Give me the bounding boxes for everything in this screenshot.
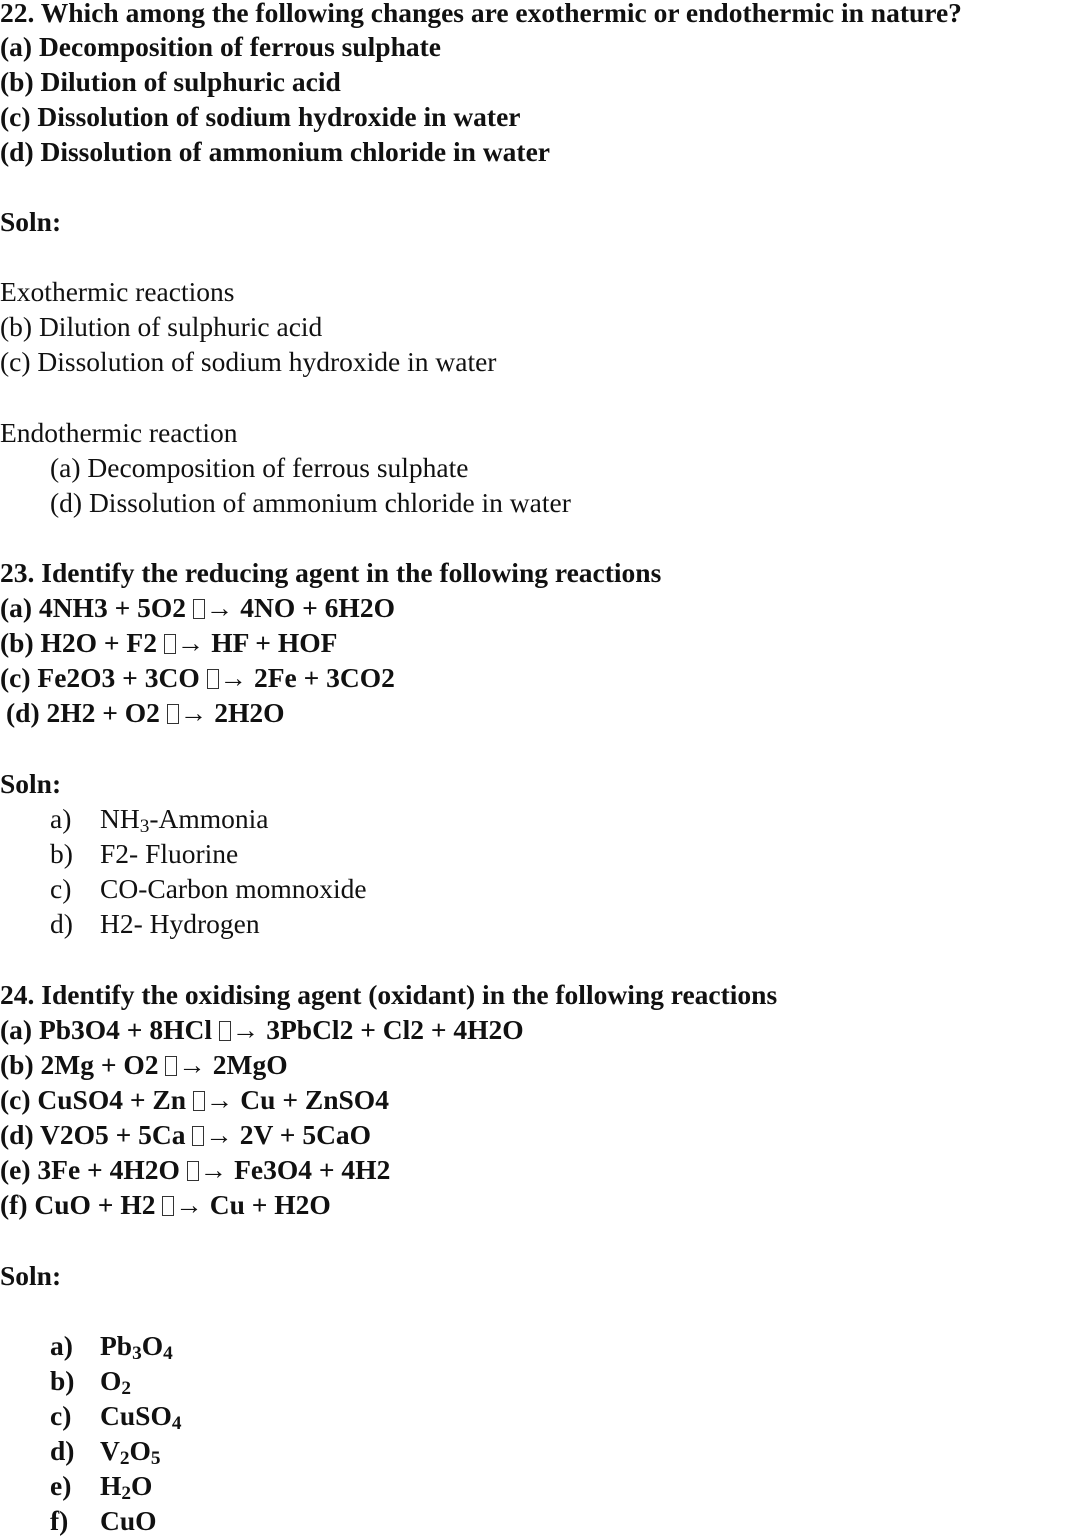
q24-answer [50,1504,157,1538]
list-label: d) [50,1435,75,1466]
q22-exo-item: (b) Dilution of sulphuric acid [0,311,323,342]
reaction-rhs: → Cu + ZnSO4 [205,1084,389,1115]
missing-glyph-icon [193,599,205,619]
answer-text: CO-Carbon momnoxide [100,873,367,904]
formula-part: O [129,1435,151,1466]
list-label: e) [50,1470,72,1501]
q23-answer [50,802,269,836]
q23-answer [50,907,260,941]
list-label: a) [50,1330,73,1361]
q24-reaction-c [0,1083,389,1117]
q23-reaction-b [0,626,337,660]
reaction-lhs: (c) Fe2O3 + 3CO [0,662,207,693]
reaction-lhs: (d) 2H2 + O2 [6,697,167,728]
q24-soln-label: Soln: [0,1260,62,1291]
answer-text: H2- Hydrogen [100,908,260,939]
q23-question: 23. Identify the reducing agent in the following reactions [0,557,662,588]
q22-exo-item: (c) Dissolution of sodium hydroxide in water [0,346,497,377]
missing-glyph-icon [207,669,219,689]
q22-endo-item: (d) Dissolution of ammonium chloride in water [50,487,571,518]
reaction-rhs: → 2Fe + 3CO2 [219,662,395,693]
list-label: b) [50,838,73,869]
q23-soln-label: Soln: [0,768,62,799]
subscript: 3 [132,1343,142,1364]
q23-reaction-d [6,696,284,730]
reaction-rhs: → Fe3O4 + 4H2 [199,1154,391,1185]
subscript: 4 [163,1343,173,1364]
q22-endo-heading: Endothermic reaction [0,417,238,448]
answer-text: -Ammonia [149,803,269,834]
subscript: 2 [121,1483,132,1504]
q24-reaction-e [0,1153,390,1187]
reaction-lhs: (b) 2Mg + O2 [0,1049,166,1080]
reaction-rhs: → 4NO + 6H2O [205,592,395,623]
reaction-lhs: (d) V2O5 + 5Ca [0,1119,193,1150]
formula-part: H [100,1470,122,1501]
missing-glyph-icon [162,1196,174,1216]
subscript: 2 [121,1378,132,1399]
q23-answer [50,837,238,871]
q24-reaction-a [0,1013,524,1047]
list-label: a) [50,803,72,834]
formula-part: CuSO [100,1400,172,1431]
reaction-lhs: (a) Pb3O4 + 8HCl [0,1014,219,1045]
missing-glyph-icon [164,634,176,654]
reaction-lhs: (b) H2O + F2 [0,627,164,658]
q24-answer [50,1399,181,1433]
reaction-rhs: → 3PbCl2 + Cl2 + 4H2O [231,1014,524,1045]
reaction-rhs: → 2H2O [179,697,285,728]
formula-part: O [141,1330,164,1361]
list-label: d) [50,908,73,939]
missing-glyph-icon [165,1056,177,1076]
list-label: b) [50,1365,75,1396]
q24-reaction-f [0,1188,331,1222]
reaction-rhs: → HF + HOF [176,627,338,658]
q22-question: 22. Which among the following changes are exothermic or endothermic in nature? [0,0,962,28]
missing-glyph-icon [192,1126,204,1146]
formula-part: Pb [100,1330,133,1361]
reaction-lhs: (e) 3Fe + 4H2O [0,1154,187,1185]
missing-glyph-icon [193,1091,205,1111]
reaction-rhs: → 2V + 5CaO [205,1119,372,1150]
reaction-lhs: (a) 4NH3 + 5O2 [0,592,193,623]
q24-answer [50,1434,161,1468]
missing-glyph-icon [167,704,179,724]
q22-option-d: (d) Dissolution of ammonium chloride in water [0,136,550,167]
subscript: 4 [171,1413,182,1434]
answer-text: NH [100,803,140,834]
q22-option-c: (c) Dissolution of sodium hydroxide in water [0,101,521,132]
list-label: c) [50,1400,72,1431]
q23-answer [50,872,367,906]
q22-option-b: (b) Dilution of sulphuric acid [0,66,341,97]
formula-part: O [131,1470,153,1501]
q22-exo-heading: Exothermic reactions [0,276,235,307]
q24-answer [50,1469,152,1503]
missing-glyph-icon [187,1161,199,1181]
q22-option-a: (a) Decomposition of ferrous sulphate [0,31,441,62]
formula-part: O [100,1365,122,1396]
missing-glyph-icon [219,1021,231,1041]
list-label: f) [50,1505,69,1536]
reaction-lhs: (f) CuO + H2 [0,1189,163,1220]
subscript: 5 [150,1448,161,1469]
reaction-lhs: (c) CuSO4 + Zn [0,1084,193,1115]
reaction-rhs: → 2MgO [178,1049,288,1080]
q22-soln-label: Soln: [0,206,62,237]
q24-reaction-b [0,1048,288,1082]
q24-reaction-d [0,1118,371,1152]
formula-part: V [100,1435,120,1466]
q23-reaction-a [0,591,395,625]
q24-question: 24. Identify the oxidising agent (oxidant) in the following reactions [0,979,778,1010]
q22-endo-item: (a) Decomposition of ferrous sulphate [50,452,469,483]
list-label: c) [50,873,72,904]
q24-answer [50,1329,173,1363]
subscript: 3 [139,816,150,837]
reaction-rhs: → Cu + H2O [175,1189,331,1220]
formula-part: CuO [100,1505,157,1536]
subscript: 2 [119,1448,130,1469]
answer-text: F2- Fluorine [100,838,239,869]
q23-reaction-c [0,661,395,695]
q24-answer [50,1364,131,1398]
